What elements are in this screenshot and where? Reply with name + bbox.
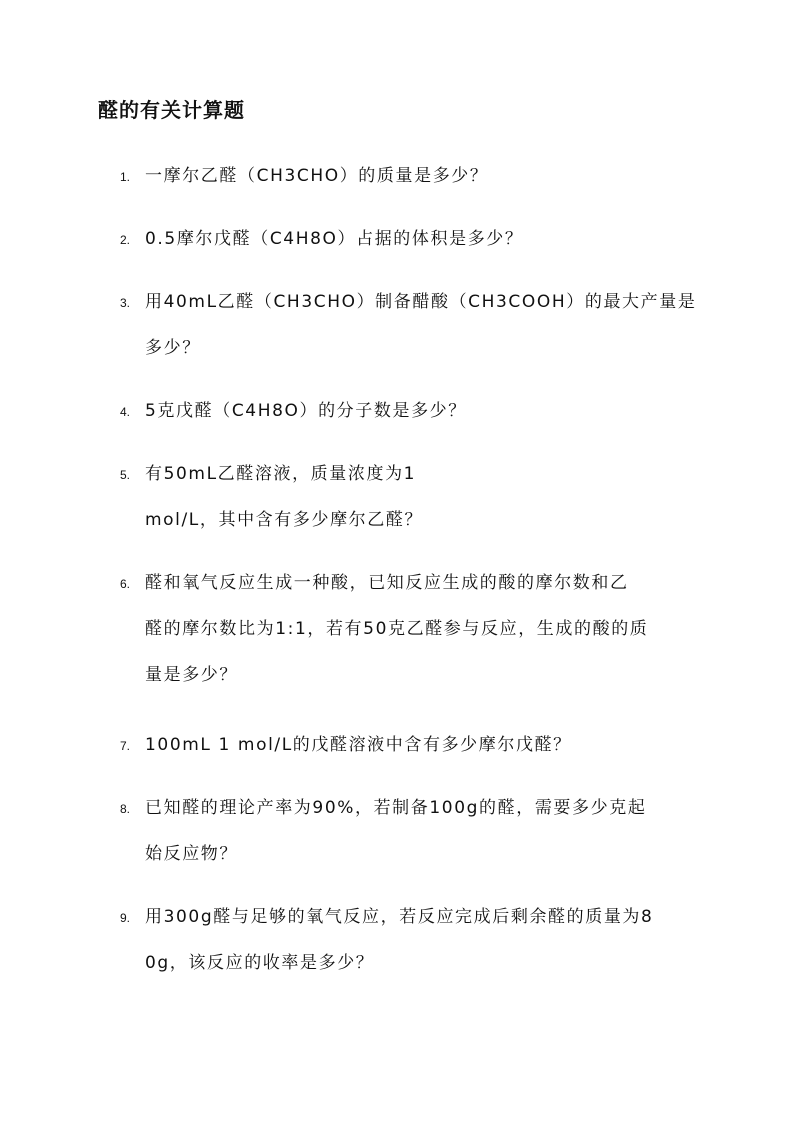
question-number-6: 6. [120, 577, 131, 591]
document-title: 醛的有关计算题 [98, 98, 245, 122]
question-7-line-1: 100mL 1 mol/L的戊醛溶液中含有多少摩尔戊醛？ [145, 735, 572, 755]
question-number-4: 4. [120, 405, 131, 419]
question-number-3: 3. [120, 296, 131, 310]
question-8-line-2: 始反应物？ [145, 844, 238, 864]
question-number-5: 5. [120, 468, 131, 482]
question-number-9: 9. [120, 911, 131, 925]
question-5-line-2: mol/L，其中含有多少摩尔乙醛？ [145, 510, 424, 530]
question-number-1: 1. [120, 170, 131, 184]
question-8-line-1: 已知醛的理论产率为90%，若制备100g的醛，需要多少克起 [145, 798, 647, 818]
question-6-line-1: 醛和氧气反应生成一种酸，已知反应生成的酸的摩尔数和乙 [145, 573, 629, 593]
question-number-7: 7. [120, 739, 131, 753]
question-number-8: 8. [120, 802, 131, 816]
question-6-line-3: 量是多少？ [145, 665, 238, 685]
question-1-line-1: 一摩尔乙醛（CH3CHO）的质量是多少？ [145, 166, 489, 186]
question-3-line-2: 多少？ [145, 338, 201, 358]
question-9-line-2: 0g，该反应的收率是多少？ [145, 953, 375, 973]
question-5-line-1: 有50mL乙醛溶液，质量浓度为1 [145, 464, 417, 484]
question-6-line-2: 醛的摩尔数比为1:1，若有50克乙醛参与反应，生成的酸的质 [145, 619, 649, 639]
question-number-2: 2. [120, 233, 131, 247]
question-3-line-1: 用40mL乙醛（CH3CHO）制备醋酸（CH3COOH）的最大产量是 [145, 292, 697, 312]
question-4-line-1: 5克戊醛（C4H8O）的分子数是多少？ [145, 401, 467, 421]
question-9-line-1: 用300g醛与足够的氧气反应，若反应完成后剩余醛的质量为8 [145, 907, 654, 927]
question-2-line-1: 0.5摩尔戊醛（C4H8O）占据的体积是多少？ [145, 229, 524, 249]
